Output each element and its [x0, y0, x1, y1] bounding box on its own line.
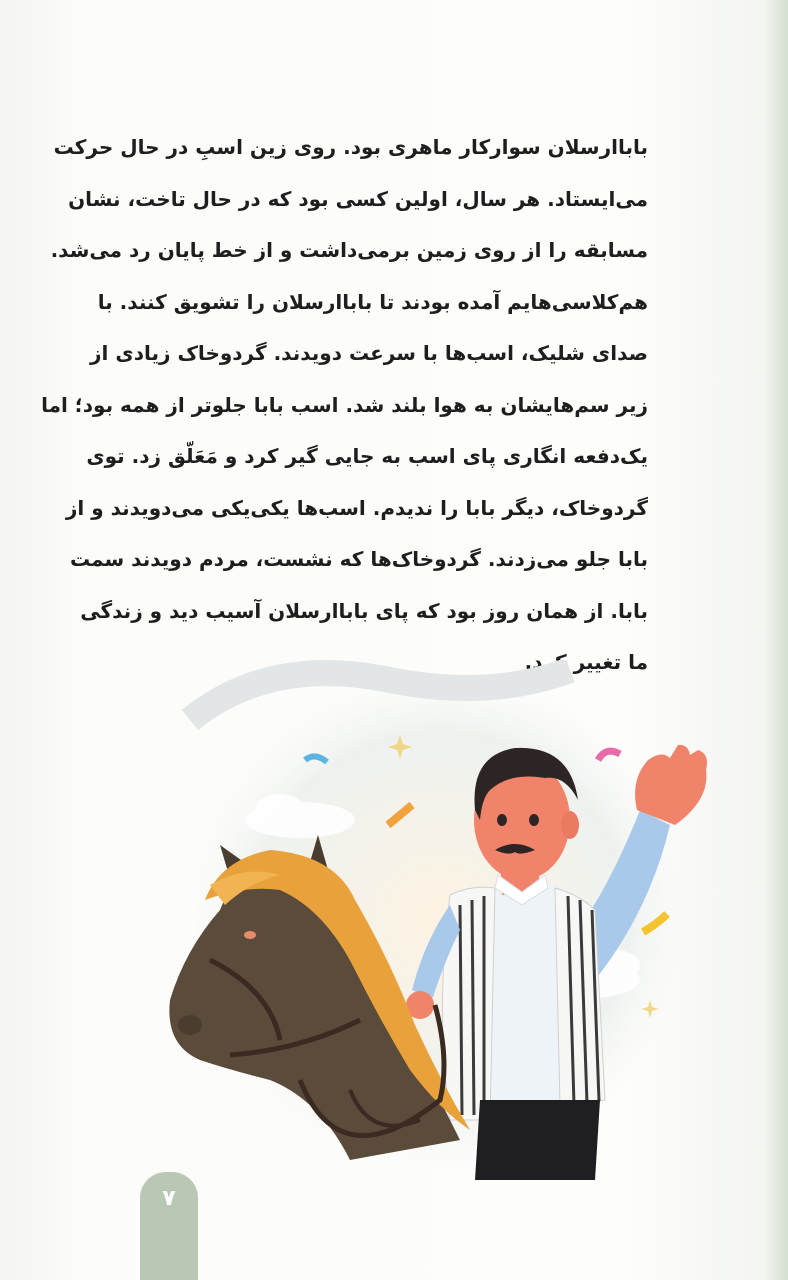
story-line: باباارسلان سوارکار ماهری بود. روی زین اسبِ در حال حرکت	[53, 135, 648, 159]
story-line: زیر سم‌هایشان به هوا بلند شد. اسب بابا جلوتر از همه بود؛ اما	[41, 392, 648, 417]
story-line: ما تغییر کرد.	[524, 650, 648, 674]
page-number: ۷	[162, 1186, 176, 1211]
story-line: صدای شلیک، اسب‌ها با سرعت دویدند. گردوخاک زیادی از	[90, 341, 648, 365]
story-paragraph	[41, 122, 648, 689]
story-line: یک‌دفعه انگاری پای اسب به جایی گیر کرد و مَعَلّق زد. توی	[86, 444, 648, 468]
page-number-tab	[140, 1172, 198, 1280]
story-line: بابا جلو می‌زدند. گردوخاک‌ها که نشست، مردم دویدند سمت	[69, 547, 648, 571]
man-riding-horse-illustration	[150, 660, 710, 1180]
story-line: گردوخاک، دیگر بابا را ندیدم. اسب‌ها یکی‌یکی می‌دویدند و از	[65, 495, 648, 520]
story-line: مسابقه را از روی زمین برمی‌داشت و از خط پایان رد می‌شد.	[50, 238, 648, 262]
story-line: هم‌کلاسی‌هایم آمده بودند تا باباارسلان را تشویق کنند. با	[97, 289, 648, 314]
story-line: می‌ایستاد. هر سال، اولین کسی بود که در حال تاخت، نشان	[68, 186, 648, 211]
story-line: بابا. از همان روز بود که پای باباارسلان آسیب دید و زندگی	[80, 598, 648, 623]
page-edge-shadow	[764, 0, 788, 1280]
